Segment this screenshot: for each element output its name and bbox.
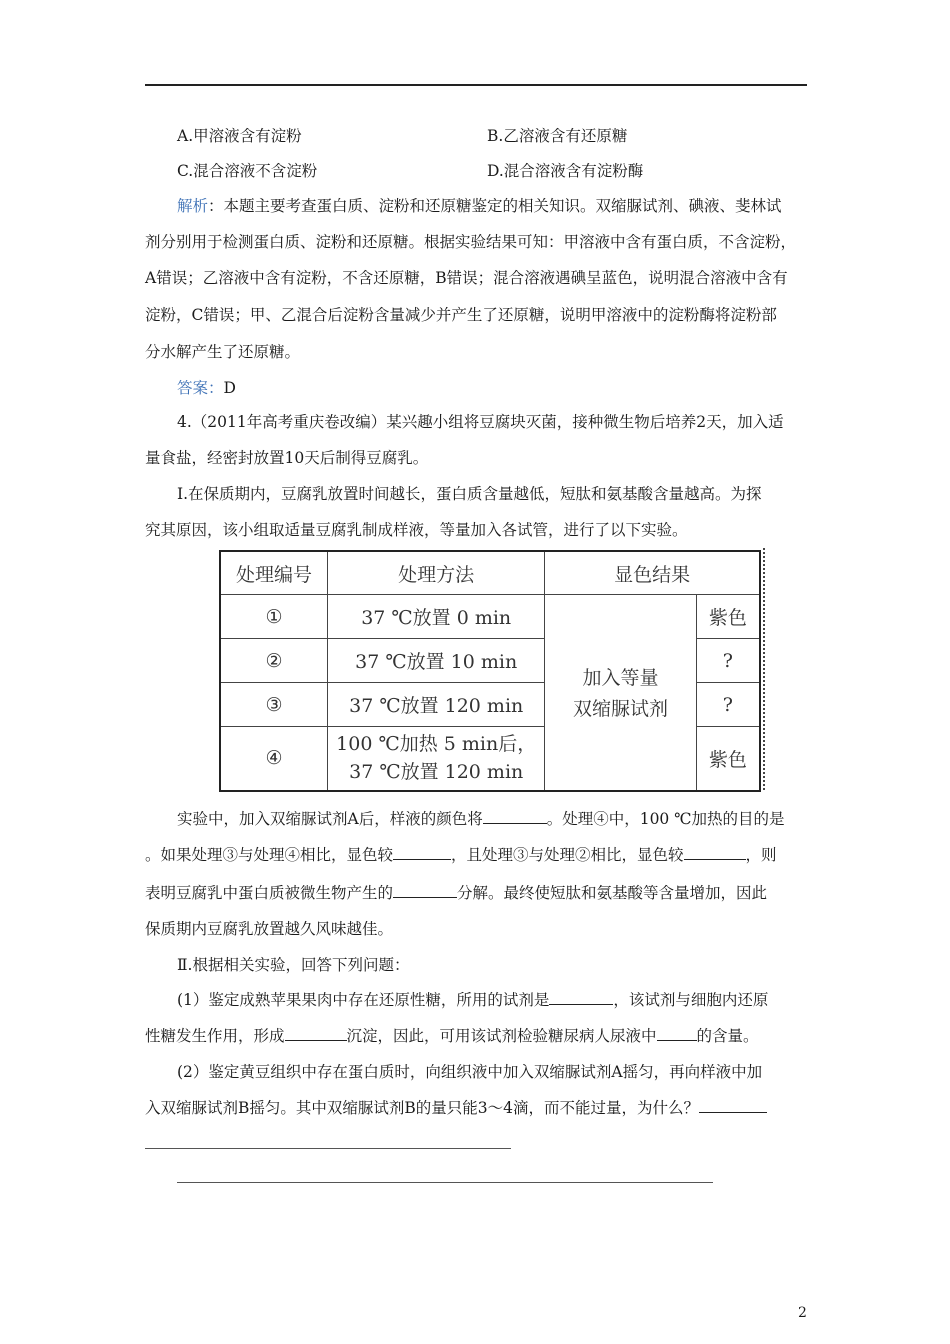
analysis-line-3: A错误；乙溶液中含有淀粉，不含还原糖，B错误；混合溶液遇碘呈蓝色，说明混合溶液中含有	[145, 269, 788, 287]
row-result: ?	[696, 683, 760, 727]
page-number: 2	[798, 1305, 807, 1321]
answer-value: D	[223, 379, 236, 397]
row-result: ?	[696, 639, 760, 683]
table-row	[220, 595, 760, 639]
row-result: 紫色	[696, 595, 760, 639]
row-method: 100 ℃加热 5 min后， 37 ℃放置 120 min	[328, 727, 545, 791]
part1-line-1: Ⅰ.在保质期内，豆腐乳放置时间越长，蛋白质含量越低，短肽和氨基酸含量越高。为探	[177, 485, 762, 503]
row-result: 紫色	[696, 727, 760, 791]
row-method: 37 ℃放置 120 min	[328, 683, 545, 727]
header-result: 显色结果	[545, 551, 760, 595]
option-c: C.混合溶液不含淀粉	[177, 162, 318, 180]
part2-title: Ⅱ.根据相关实验，回答下列问题：	[177, 956, 410, 974]
row-id: ④	[220, 727, 328, 791]
header-rule	[145, 84, 807, 86]
row-method: 37 ℃放置 10 min	[328, 639, 545, 683]
part2-q2-line-2: 入双缩脲试剂B摇匀。其中双缩脲试剂B的量只能3～4滴，而不能过量，为什么？	[145, 1098, 767, 1118]
experiment-line-3: 表明豆腐乳中蛋白质被微生物产生的 分解。最终使短肽和氨基酸等含量增加，因此	[145, 884, 768, 902]
row-id: ①	[220, 595, 328, 639]
answer-line-1[interactable]	[145, 1148, 511, 1149]
experiment-line-1: 实验中，加入双缩脲试剂A后，样液的颜色将 。处理④中，100 ℃加热的目的是	[177, 810, 785, 828]
answer-blank[interactable]	[549, 990, 613, 1005]
row-method: 37 ℃放置 0 min	[328, 595, 545, 639]
part2-q2-line-1: (2）鉴定黄豆组织中存在蛋白质时，向组织液中加入双缩脲试剂A摇匀，再向样液中加	[177, 1063, 763, 1081]
answer-blank[interactable]	[657, 1026, 697, 1041]
analysis-line-5: 分水解产生了还原糖。	[145, 343, 301, 361]
answer-blank[interactable]	[393, 845, 451, 860]
table-dotted-edge	[763, 548, 765, 790]
answer-blank[interactable]	[285, 1026, 347, 1041]
answer-blank[interactable]	[393, 883, 457, 898]
header-id: 处理编号	[220, 551, 328, 595]
part1-line-2: 究其原因，该小组取适量豆腐乳制成样液，等量加入各试管，进行了以下实验。	[145, 521, 688, 539]
analysis-line-1: 解析：本题主要考查蛋白质、淀粉和还原糖鉴定的相关知识。双缩脲试剂、碘液、斐林试	[177, 197, 782, 215]
header-method: 处理方法	[328, 551, 545, 595]
experiment-line-4: 保质期内豆腐乳放置越久风味越佳。	[145, 920, 394, 938]
answer-line-2[interactable]	[177, 1182, 713, 1183]
analysis-label: 解析	[177, 197, 209, 215]
question4-line-1: 4.（2011年高考重庆卷改编）某兴趣小组将豆腐块灭菌，接种微生物后培养2天，加入适	[177, 413, 784, 431]
part2-q1-line-1: (1）鉴定成熟苹果果肉中存在还原性糖，所用的试剂是 ，该试剂与细胞内还原	[177, 991, 769, 1009]
experiment-table	[219, 550, 761, 792]
part2-q1-line-2: 性糖发生作用，形成 沉淀，因此，可用该试剂检验糖尿病人尿液中 的含量。	[145, 1027, 759, 1045]
answer-line	[177, 378, 236, 398]
experiment-line-2: 。如果处理③与处理④相比，显色较 ，且处理③与处理②相比，显色较 ，则	[145, 846, 777, 864]
answer-label: 答案：	[177, 379, 224, 397]
reagent-cell: 加入等量 双缩脲试剂	[545, 595, 696, 791]
row-id: ③	[220, 683, 328, 727]
option-a: A.甲溶液含有淀粉	[177, 127, 302, 145]
answer-blank[interactable]	[684, 845, 746, 860]
analysis-line-4: 淀粉，C错误；甲、乙混合后淀粉含量减少并产生了还原糖，说明甲溶液中的淀粉酶将淀粉部	[145, 306, 777, 324]
row-id: ②	[220, 639, 328, 683]
answer-blank[interactable]	[483, 809, 547, 824]
answer-blank[interactable]	[699, 1098, 767, 1113]
table-header-row	[220, 551, 760, 595]
option-b: B.乙溶液含有还原糖	[487, 127, 628, 145]
option-d: D.混合溶液含有淀粉酶	[487, 162, 644, 180]
question4-line-2: 量食盐，经密封放置10天后制得豆腐乳。	[145, 449, 429, 467]
analysis-line-2: 剂分别用于检测蛋白质、淀粉和还原糖。根据实验结果可知：甲溶液中含有蛋白质，不含淀粉，	[145, 233, 797, 251]
